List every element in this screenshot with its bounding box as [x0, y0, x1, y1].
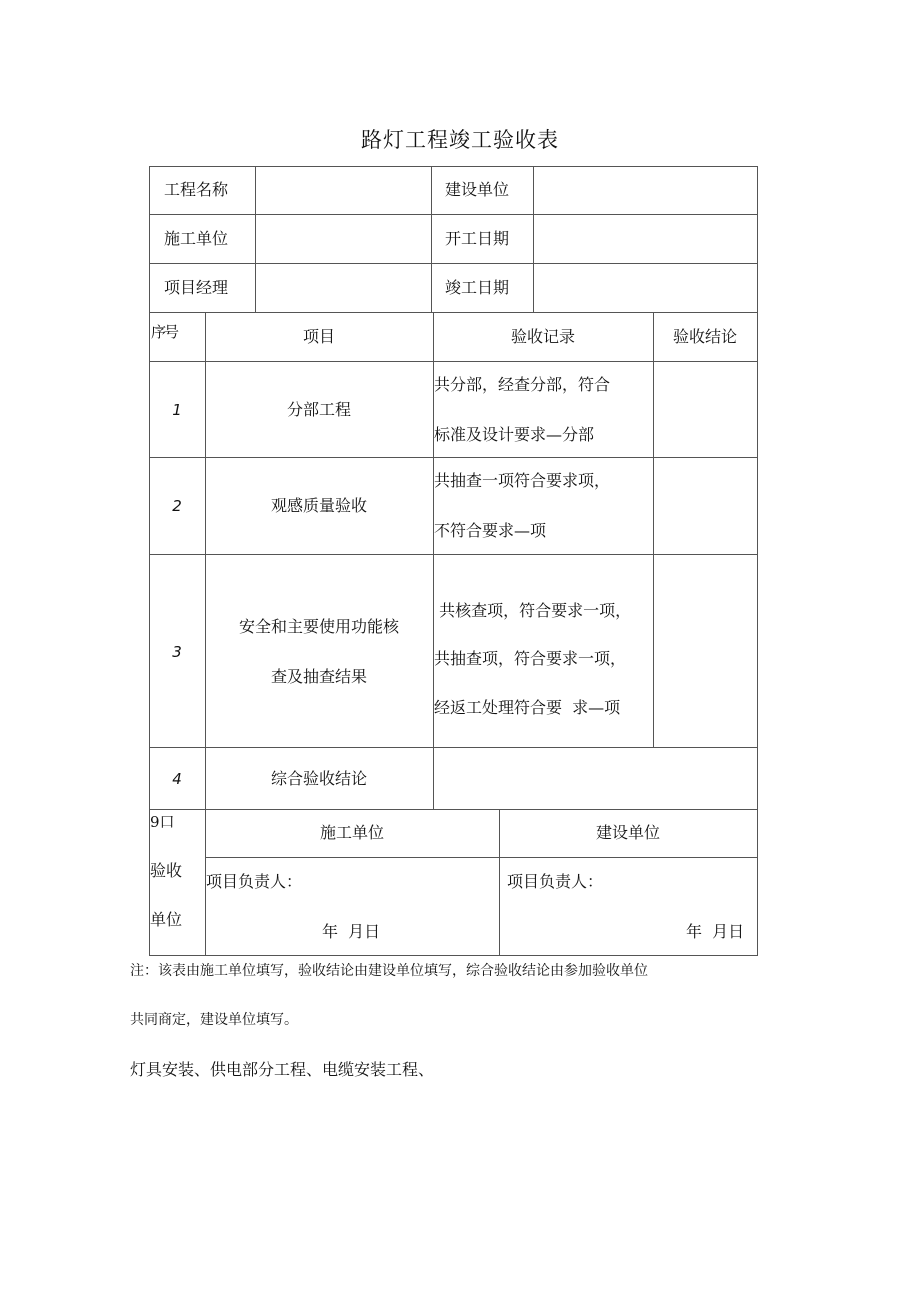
signoff-side-label-2: 验收	[150, 861, 183, 880]
signoff-side-label-1: 9口	[150, 813, 175, 831]
project-name-label: 工程名称	[164, 180, 229, 199]
row-record-line: 共抽查项，符合要求一项，	[434, 649, 627, 668]
row-number: 4	[172, 770, 182, 788]
row-record-line: 不符合要求—项	[434, 521, 547, 540]
builder-responsible-label: 项目负责人：	[507, 872, 604, 891]
start-date-label: 开工日期	[445, 229, 510, 248]
column-header-seq: 序号	[151, 323, 178, 341]
row-item: 综合验收结论	[270, 769, 367, 788]
row-item: 安全和主要使用功能核	[238, 617, 399, 636]
footer-text: 灯具安装、供电部分工程、电缆安装工程、	[130, 1060, 435, 1079]
builder-date-label: 年 月日	[686, 922, 745, 941]
signoff-side-label-3: 单位	[150, 910, 183, 929]
manager-label: 项目经理	[164, 278, 229, 297]
row-record-line: 共分部，经查分部，符合	[434, 375, 611, 394]
page-title: 路灯工程竣工验收表	[361, 128, 559, 152]
column-header-conclusion: 验收结论	[672, 327, 737, 346]
row-item: 观感质量验收	[270, 496, 367, 515]
signoff-builder-heading: 建设单位	[595, 823, 660, 842]
constructor-responsible-label: 项目负责人：	[206, 872, 303, 891]
signoff-constructor-heading: 施工单位	[319, 823, 384, 842]
finish-date-label: 竣工日期	[445, 278, 510, 297]
row-record-line: 共核查项，符合要求一项，	[434, 601, 632, 620]
column-header-record: 验收记录	[510, 327, 575, 346]
row-record-line: 标准及设计要求—分部	[434, 425, 595, 444]
row-number: 1	[172, 401, 182, 419]
row-item: 查及抽查结果	[270, 667, 367, 686]
builder-label: 建设单位	[445, 180, 510, 199]
column-header-item: 项目	[302, 327, 335, 346]
constructor-label: 施工单位	[164, 229, 229, 248]
row-record-line: 经返工处理符合要 求—项	[434, 698, 621, 717]
row-item: 分部工程	[286, 400, 351, 419]
row-number: 2	[172, 497, 182, 515]
note-line: 注：该表由施工单位填写，验收结论由建设单位填写，综合验收结论由参加验收单位	[130, 963, 648, 979]
note-line: 共同商定，建设单位填写。	[130, 1012, 298, 1028]
constructor-date-label: 年 月日	[322, 922, 381, 941]
row-number: 3	[172, 643, 182, 661]
row-record-line: 共抽查一项符合要求项，	[434, 471, 611, 490]
